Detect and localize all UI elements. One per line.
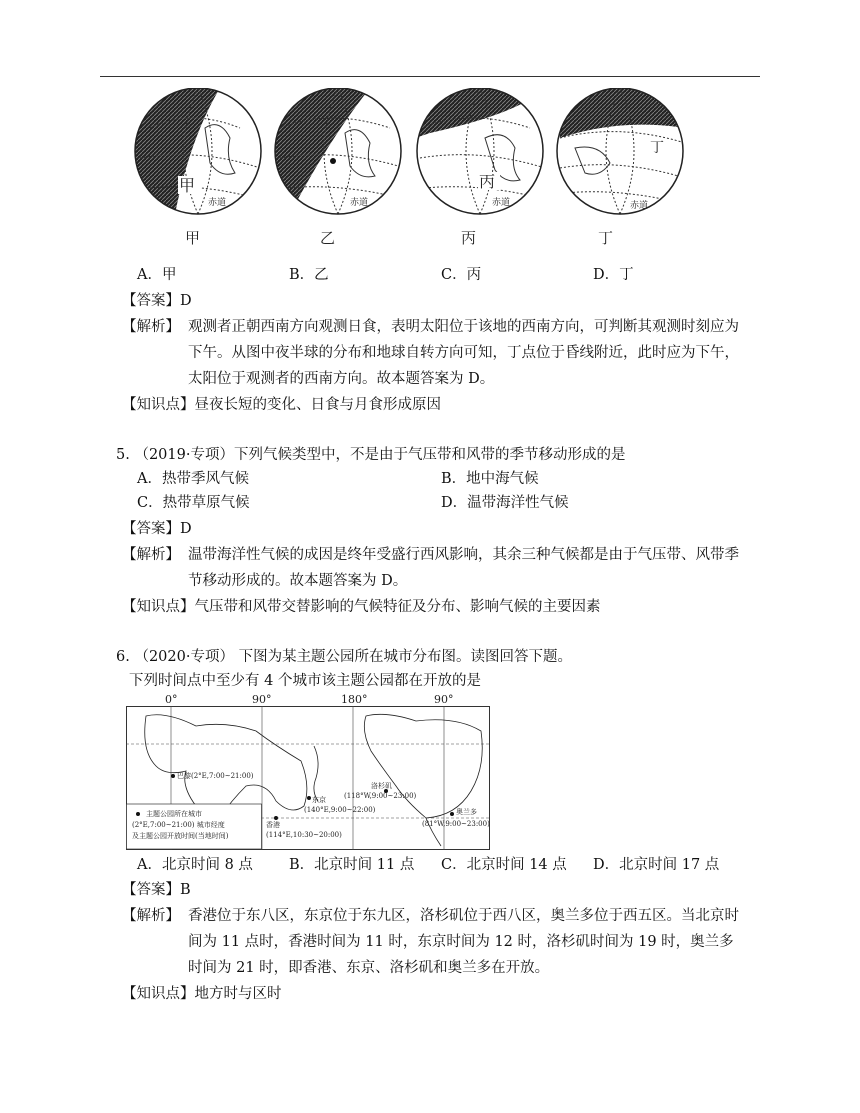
q5-answer: 【答案】D: [122, 521, 192, 537]
q6-sub: 下列时间点中至少有 4 个城市该主题公园都在开放的是: [129, 673, 481, 689]
map-city-losangeles-info: (118°W,9:00~23:00): [344, 792, 417, 800]
q6-analysis-line: 间为 11 点时，香港时间为 11 时，东京时间为 12 时，洛杉矶时间为 19 时，奥兰多: [188, 934, 734, 950]
equator-label: 赤道: [208, 198, 227, 208]
q4-analysis-line: 下午。从图中夜半球的分布和地球自转方向可知，丁点位于昏线附近，此时应为下午，: [188, 345, 739, 361]
q5-option-a: A．热带季风气候: [137, 471, 249, 487]
q6-option-c: C．北京时间 14 点: [441, 857, 567, 873]
globe-inner-label: 丙: [479, 172, 496, 191]
header-rule: [100, 76, 760, 77]
map-legend-line: 及主题公园开放时间(当地时间): [132, 832, 229, 840]
q4-analysis-line: 观测者正朝西南方向观测日食，表明太阳位于该地的西南方向，可判断其观测时刻应为: [188, 319, 739, 335]
degree-label: 90°: [434, 693, 454, 706]
globes-figure: [130, 88, 690, 248]
globe-caption: 丙: [461, 229, 477, 247]
q5-stem: 5. （2019·专项）下列气候类型中，不是由于气压带和风带的季节移动形成的是: [116, 447, 626, 463]
q5-option-d: D．温带海洋性气候: [441, 495, 569, 511]
globe-jia: [130, 88, 270, 218]
globe-bing: [410, 88, 550, 218]
map-legend-line: 主题公园所在城市: [146, 810, 202, 818]
theme-park-map: [126, 706, 490, 850]
q5-analysis-line: 节移动形成的。故本题答案为 D。: [188, 573, 408, 589]
globe-inner-label: 丁: [650, 140, 664, 156]
q6-stem: 6. （2020·专项） 下图为某主题公园所在城市分布图。读图回答下题。: [116, 649, 573, 665]
q4-option-c: C．丙: [441, 267, 482, 283]
map-city-hongkong: 香港: [266, 821, 280, 829]
q6-option-b: B．北京时间 11 点: [289, 857, 415, 873]
map-city-tokyo: 东京: [312, 796, 326, 804]
equator-label: 赤道: [630, 201, 649, 211]
globe-caption: 乙: [320, 229, 336, 247]
q6-analysis-line: 时间为 21 时，即香港、东京、洛杉矶和奥兰多在开放。: [188, 960, 550, 976]
map-city-orlando: 奥兰多: [456, 808, 477, 816]
q5-option-c: C．热带草原气候: [137, 495, 250, 511]
map-legend-line: (2°E,7:00~21:00) 城市经度: [132, 821, 225, 829]
q5-analysis-line: 温带海洋性气候的成因是终年受盛行西风影响，其余三种气候都是由于气压带、风带季: [188, 547, 739, 563]
q6-option-d: D．北京时间 17 点: [593, 857, 720, 873]
q5-analysis-tag: 【解析】: [122, 547, 180, 563]
equator-label: 赤道: [492, 198, 511, 208]
q4-option-b: B．乙: [289, 267, 329, 283]
degree-label: 0°: [165, 693, 178, 706]
map-city-hongkong-info: (114°E,10:30~20:00): [266, 831, 342, 839]
q6-answer: 【答案】B: [122, 882, 191, 898]
q4-option-a: A．甲: [137, 267, 177, 283]
globe-caption: 丁: [598, 229, 614, 247]
q6-analysis-tag: 【解析】: [122, 908, 180, 924]
map-city-losangeles: 洛杉矶: [371, 782, 392, 790]
degree-label: 180°: [341, 693, 368, 706]
q6-analysis-line: 香港位于东八区，东京位于东九区，洛杉矶位于西八区，奥兰多位于西五区。当北京时: [188, 908, 739, 924]
q4-analysis-tag: 【解析】: [122, 319, 180, 335]
map-city-tokyo-info: (140°E,9:00~22:00): [304, 806, 376, 814]
globe-caption: 甲: [185, 229, 201, 247]
q4-option-d: D．丁: [593, 267, 634, 283]
equator-label: 赤道: [350, 198, 369, 208]
map-degree-labels: [126, 690, 490, 706]
q4-knowledge: 【知识点】昼夜长短的变化、日食与月食形成原因: [122, 397, 441, 413]
q5-option-b: B．地中海气候: [441, 471, 539, 487]
map-city-orlando-info: (81°W,9:00~23:00): [422, 820, 490, 828]
q4-answer: 【答案】D: [122, 293, 192, 309]
q6-option-a: A．北京时间 8 点: [137, 857, 253, 873]
globe-inner-label: 甲: [179, 176, 196, 195]
globe-yi: [270, 88, 410, 218]
globe-ding: [550, 88, 690, 218]
q5-knowledge: 【知识点】气压带和风带交替影响的气候特征及分布、影响气候的主要因素: [122, 599, 601, 615]
q6-knowledge: 【知识点】地方时与区时: [122, 986, 282, 1002]
map-city-paris: 巴黎(2°E,7:00~21:00): [177, 772, 254, 780]
degree-label: 90°: [252, 693, 272, 706]
q4-analysis-line: 太阳位于观测者的西南方向。故本题答案为 D。: [188, 371, 495, 387]
